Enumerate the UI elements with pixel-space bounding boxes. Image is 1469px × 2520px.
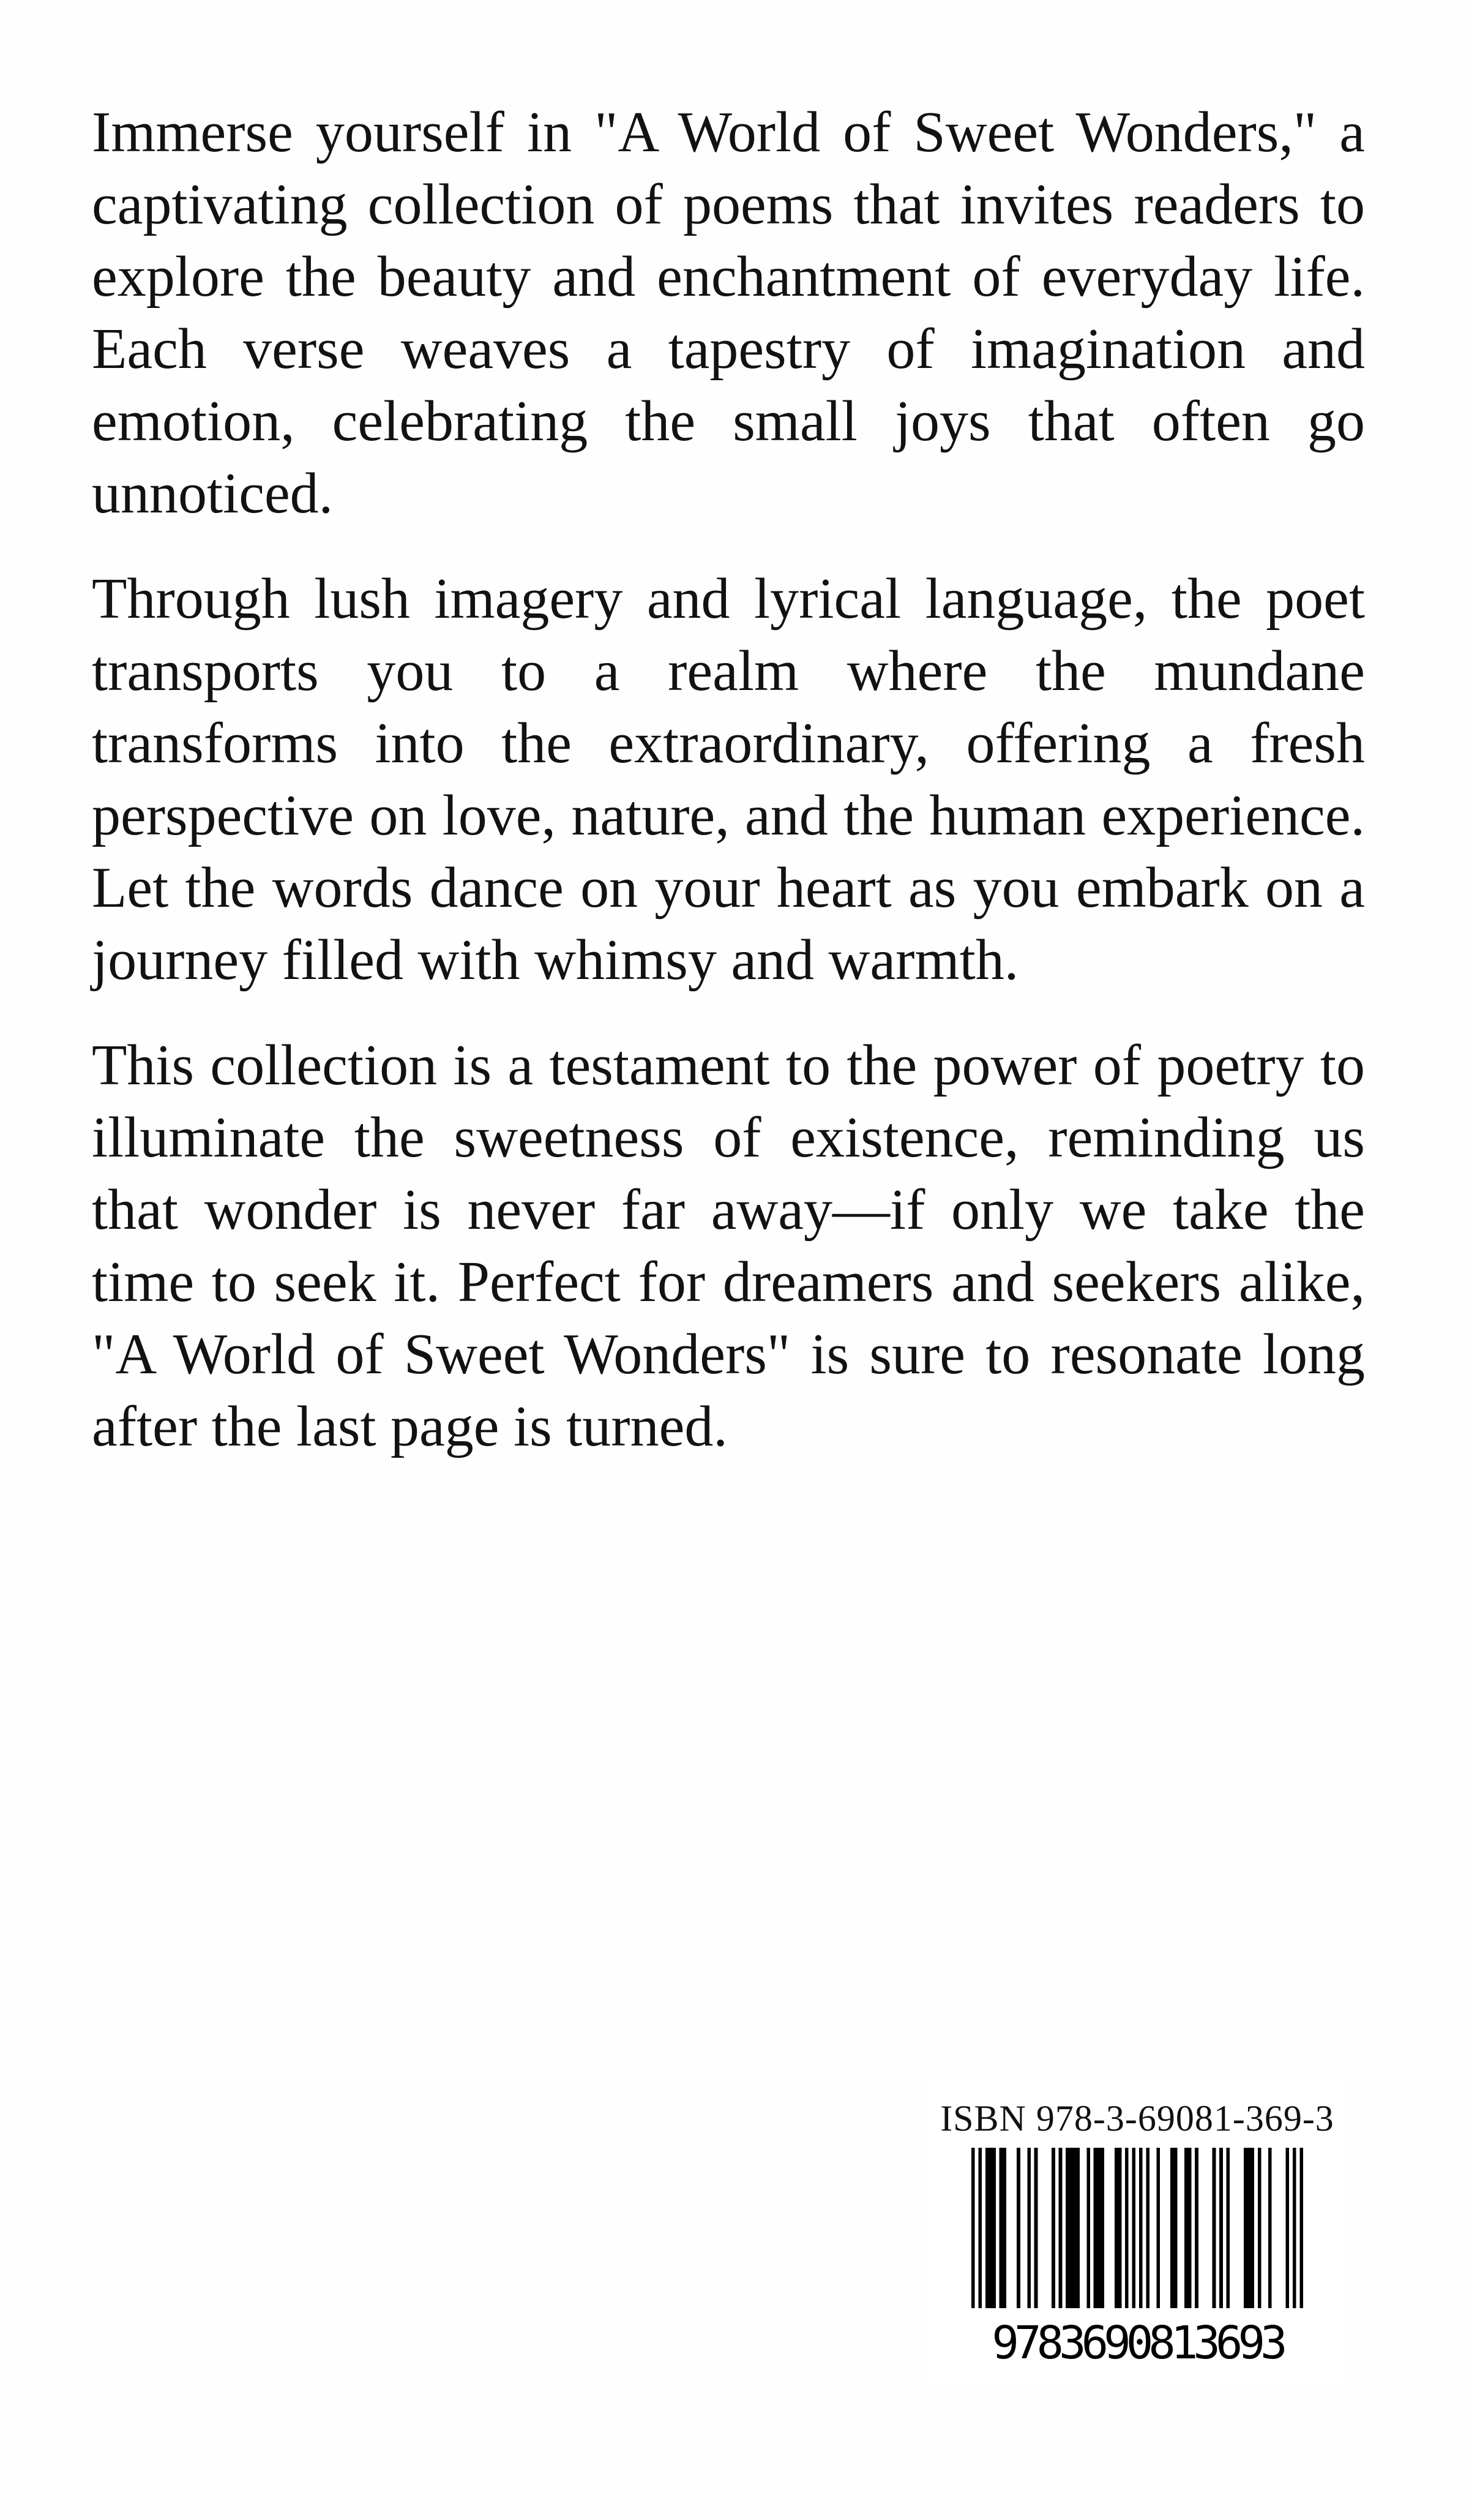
blurb-paragraph-2: Through lush imagery and lyrical language, the poet transports you to a realm where the mundane transforms into the extraordinary, offering a fresh perspective on love, nature, and the human experience. Let the words dance on your heart as you embark on a journey filled with whimsy and warmth. (92, 567, 1365, 992)
barcode-bars (971, 2148, 1303, 2308)
blurb-paragraph-3: This collection is a testament to the power of poetry to illuminate the sweetness of existence, reminding us that wonder is never far away—if only we take the time to seek it. Perfect for dreamers and seekers alike, "A World of Sweet Wonders" is sure to resonate long after the last page is turned. (92, 1033, 1365, 1458)
isbn-barcode-block (929, 2080, 1345, 2383)
blurb-text-block (92, 96, 1365, 1496)
isbn-label: ISBN 978-3-69081-369-3 (940, 2098, 1334, 2139)
blurb-paragraph-1: Immerse yourself in "A World of Sweet Wonders," a captivating collection of poems that invites readers to explore the beauty and enchantment of everyday life. Each verse weaves a tapestry of imagination and emotion, celebrating the small joys that often go unnoticed. (92, 100, 1365, 525)
ean-number: 9783690813693 (992, 2317, 1283, 2369)
